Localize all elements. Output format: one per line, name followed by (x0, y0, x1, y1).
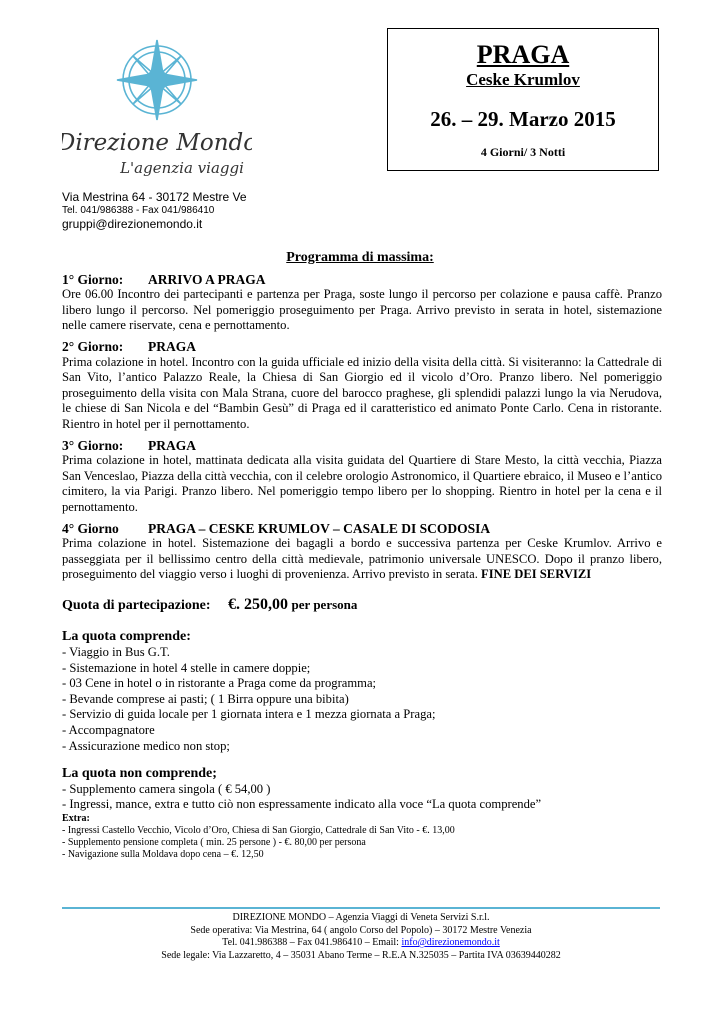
day-text: Ore 06.00 Incontro dei partecipanti e partenza per Praga, soste lungo il percorso per colazione e pausa caffè. Pranzo libero lungo il percorso. Nel pomeriggio proseguimento per Praga. Arrivo previsto in serata in hotel, sistemazione nelle camere riservate, cena e pernottamento. (62, 287, 662, 333)
day-text: Prima colazione in hotel. Incontro con la guida ufficiale ed inizio della visita della città. Si visiteranno: la Cattedrale di San Vito, l’antico Palazzo Reale, la Chiesa di San Giorgio ed il vicolo d’Oro. Pranzo libero. Nel pomeriggio proseguimento della visita con Mala Strana, cuore del barocco praghese, gli splendidi palazzi lungo la via Nerudova, le chiese di San Nicola e del “Bambin Gesù” di Praga ed il caratteristico ed animato Ponte Carlo. Cena in ristorante. Rientro in hotel per il pernottamento. (62, 354, 662, 431)
day-4 (62, 521, 662, 583)
footer-operative-address: Sede operativa: Via Mestrina, 64 ( angolo Corso del Popolo) – 30172 Mestre Venezia (190, 924, 532, 936)
address-street: Via Mestrina 64 - 30172 Mestre Ve (62, 190, 247, 204)
price-label: Quota di partecipazione: (62, 597, 211, 613)
trip-city: PRAGA (476, 40, 570, 69)
day-title: PRAGA (148, 338, 196, 354)
trip-duration: 4 Giorni/ 3 Notti (480, 145, 566, 159)
day-text: Prima colazione in hotel. Sistemazione dei bagagli a bordo e successiva partenza per Ceske Krumlov. Arrivo e passeggiata per il bellissimo centro della città medievale, patrimonio universale UNESCO. Dopo il pranzo libero, proseguimento del viaggio verso i luoghi di provenienza. Arrivo previsto in serata. (62, 536, 662, 582)
list-item: - Accompagnatore (62, 723, 155, 738)
list-item: - Supplemento camera singola ( € 54,00 ) (62, 781, 271, 796)
day-title: PRAGA (148, 437, 196, 453)
compass-rose-icon (62, 38, 252, 188)
day-label: 2° Giorno: (62, 338, 124, 354)
price-per: per persona (291, 596, 358, 612)
address-phone: Tel. 041/986388 - Fax 041/986410 (62, 205, 215, 216)
day-text: Prima colazione in hotel, mattinata dedicata alla visita guidata del Quartiere di Stare Mesto, la città vecchia, Piazza San Venceslao, Piazza della città vecchia, con il celebre orologio Astronomico, il Quartiere ebraico, il Museo e l’antico cimitero, la via Parigi. Pranzo libero. Nel pomeriggio tempo libero per lo shopping. Rientro in hotel per la cena e il pernottamento. (62, 453, 662, 514)
footer-contacts (62, 937, 660, 950)
price-line (62, 597, 662, 614)
list-item: - Viaggio in Bus G.T. (62, 645, 170, 660)
footer-legal: Sede legale: Via Lazzaretto, 4 – 35031 Abano Terme – R.E.A N.325035 – Partita IVA 03639440282 (161, 949, 561, 961)
list-item: - Bevande comprese ai pasti; ( 1 Birra oppure una bibita) (62, 691, 349, 706)
trip-subtitle: Ceske Krumlov (466, 70, 580, 89)
list-item: - Ingressi Castello Vecchio, Vicolo d’Oro, Chiesa di San Giorgio, Cattedrale di San Vito - €. 13,00 (62, 825, 455, 836)
day-title: PRAGA – CESKE KRUMLOV – CASALE DI SCODOSIA (148, 520, 491, 536)
footer-email-link[interactable]: info@direzionemondo.it (401, 937, 500, 948)
extra-title: Extra: (62, 813, 90, 824)
tagline-text: L'agenzia viaggi (120, 159, 244, 177)
list-item: - Servizio di guida locale per 1 giornata intera e 1 mezza giornata a Praga; (62, 707, 436, 722)
day-label: 3° Giorno: (62, 437, 124, 453)
day-2 (62, 339, 662, 433)
day-label: 1° Giorno: (62, 271, 124, 287)
trip-title-box (387, 28, 659, 171)
footer (62, 912, 660, 962)
program-content (62, 250, 662, 861)
footer-phone: Tel. 041.986388 – Fax 041.986410 – Email: (222, 937, 402, 948)
includes-title: La quota comprende: (62, 629, 191, 645)
address-email: gruppi@direzionemondo.it (62, 217, 203, 231)
agency-logo (62, 38, 252, 188)
footer-divider (62, 907, 660, 909)
day-3 (62, 438, 662, 516)
list-item: - Assicurazione medico non stop; (62, 738, 230, 753)
list-item: - Navigazione sulla Moldava dopo cena – €. 12,50 (62, 849, 264, 860)
list-item: - Sistemazione in hotel 4 stelle in camere doppie; (62, 660, 311, 675)
day-title: ARRIVO A PRAGA (148, 271, 266, 287)
list-item: - 03 Cene in hotel o in ristorante a Praga come da programma; (62, 676, 377, 691)
excludes-list (62, 782, 662, 813)
brand-text: Direzione Mondo (62, 130, 252, 156)
trip-dates: 26. – 29. Marzo 2015 (430, 107, 616, 131)
extra-section (62, 813, 662, 861)
day-label: 4° Giorno (62, 520, 119, 536)
footer-company: DIREZIONE MONDO – Agenzia Viaggi di Veneta Servizi S.r.l. (232, 912, 490, 923)
program-title: Programma di massima: (286, 250, 434, 265)
list-item: - Supplemento pensione completa ( min. 25 persone ) - €. 80,00 per persona (62, 837, 366, 848)
day-1 (62, 272, 662, 334)
agency-address (62, 190, 247, 231)
includes-list (62, 645, 662, 754)
excludes-title: La quota non comprende; (62, 766, 217, 782)
list-item: - Ingressi, mance, extra e tutto ciò non espressamente indicato alla voce “La quota comprende” (62, 797, 542, 812)
price-value: €. 250,00 (228, 595, 289, 613)
end-of-services: FINE DEI SERVIZI (481, 567, 592, 582)
